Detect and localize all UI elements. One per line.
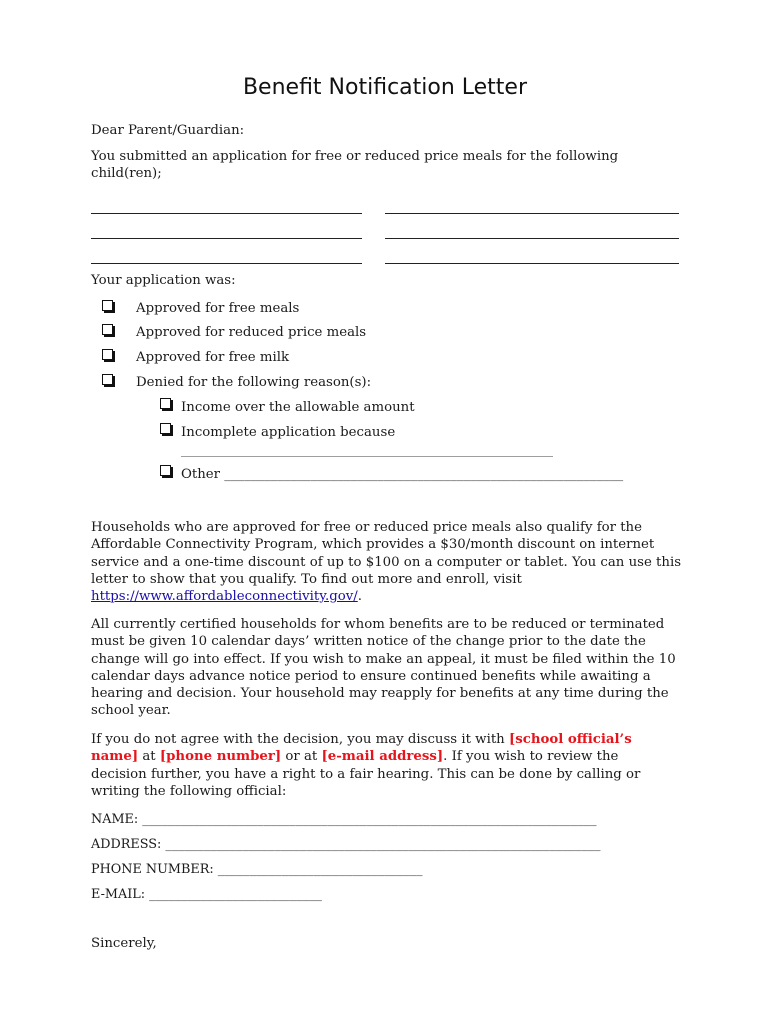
appeal-text-3: or at (281, 749, 322, 765)
checkbox-free-milk[interactable] (102, 349, 113, 360)
reason-other: Other ____________________________________________________________ (181, 467, 624, 482)
school-official-placeholder: [school official’s name] (91, 732, 632, 765)
option-free-milk: Approved for free milk (136, 350, 290, 365)
child-name-line-5[interactable] (91, 263, 362, 264)
checkbox-incomplete[interactable] (160, 423, 171, 434)
closing: Sincerely, (91, 936, 157, 951)
acp-text: Households who are approved for free or reduced price meals also qualify for the Affordable Connectivity Program, which provides a $30/month discount on internet service and a one-time discount of up to $100 on a computer or tablet. You can use this letter to show that you qualify. To find out more and enroll, visit (91, 520, 682, 587)
checkbox-free-meals[interactable] (102, 300, 113, 311)
incomplete-blank[interactable]: ______________________________________________________________ (181, 443, 553, 457)
appeal-text-2: at (138, 749, 160, 765)
appeal-paragraph (91, 731, 671, 800)
acp-link[interactable]: https://www.affordableconnectivity.gov/ (91, 589, 358, 605)
reason-income: Income over the allowable amount (181, 400, 415, 415)
option-denied: Denied for the following reason(s): (136, 375, 372, 390)
child-name-line-3[interactable] (91, 238, 362, 239)
child-name-line-4[interactable] (385, 238, 679, 239)
name-field[interactable]: NAME: _______________________________________________________________________ (91, 812, 597, 827)
notice-paragraph: All currently certified households for whom benefits are to be reduced or terminated must be given 10 calendar days’ written notice of the change prior to the date the change will go into effect. If you wish to make an appeal, it must be filed within the 10 calendar days advance notice period to ensure continued benefits while awaiting a hearing and decision. Your household may reapply for benefits at any time during the school year. (91, 617, 676, 719)
page-title: Benefit Notification Letter (242, 75, 528, 100)
option-reduced-meals: Approved for reduced price meals (136, 325, 367, 340)
email-field[interactable]: E-MAIL: ___________________________ (91, 887, 322, 902)
email-placeholder: [e-mail address] (321, 749, 444, 765)
address-field[interactable]: ADDRESS: ____________________________________________________________________ (91, 837, 601, 852)
phone-field[interactable]: PHONE NUMBER: ________________________________ (91, 862, 423, 877)
acp-paragraph (91, 519, 691, 605)
acp-end: . (357, 589, 362, 605)
phone-placeholder: [phone number] (159, 749, 282, 765)
checkbox-income[interactable] (160, 398, 171, 409)
application-label: Your application was: (91, 273, 236, 288)
greeting: Dear Parent/Guardian: (91, 123, 245, 138)
child-name-line-1[interactable] (91, 213, 362, 214)
appeal-text-4: . If you wish to review the decision further, you have a right to a fair hearing. This can be done by calling or writing the following official: (91, 749, 641, 799)
checkbox-denied[interactable] (102, 374, 113, 385)
checkbox-reduced-meals[interactable] (102, 324, 113, 335)
child-name-line-6[interactable] (385, 263, 679, 264)
intro-text: You submitted an application for free or reduced price meals for the following child(ren); (91, 149, 619, 182)
checkbox-other[interactable] (160, 465, 171, 476)
appeal-text-1: If you do not agree with the decision, you may discuss it with (91, 732, 509, 747)
option-free-meals: Approved for free meals (136, 301, 300, 316)
reason-incomplete: Incomplete application because (181, 425, 396, 440)
child-name-line-2[interactable] (385, 213, 679, 214)
